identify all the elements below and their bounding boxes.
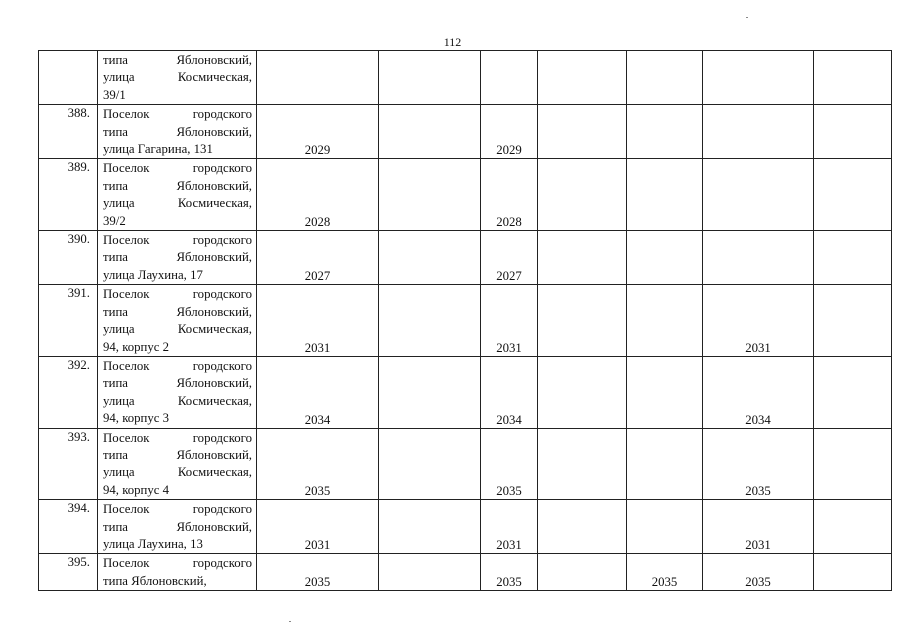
year-cell <box>703 231 814 285</box>
address-line: Поселок городского <box>103 107 252 122</box>
year-cell <box>814 428 892 500</box>
year-cell: 2029 <box>481 105 538 159</box>
row-number <box>39 51 98 105</box>
address-line: улица Гагарина, 131 <box>103 142 213 157</box>
address-cell <box>98 554 257 591</box>
year-cell: 2031 <box>703 285 814 357</box>
year-cell <box>627 231 703 285</box>
year-cell <box>379 500 481 554</box>
year-cell <box>538 500 627 554</box>
year-cell <box>379 159 481 231</box>
year-cell: 2035 <box>257 554 379 591</box>
address-line: Поселок городского <box>103 233 252 248</box>
row-number: 390. <box>39 231 98 285</box>
year-cell <box>814 356 892 428</box>
address-line: Поселок городского <box>103 502 252 517</box>
address-cell <box>98 500 257 554</box>
year-cell: 2027 <box>481 231 538 285</box>
year-cell <box>481 51 538 105</box>
table-row <box>39 159 892 231</box>
address-cell <box>98 231 257 285</box>
year-cell: 2031 <box>481 500 538 554</box>
year-cell: 2028 <box>257 159 379 231</box>
year-cell <box>627 285 703 357</box>
address-line: улица Космическая, <box>103 196 252 211</box>
table-row <box>39 356 892 428</box>
year-cell: 2035 <box>481 428 538 500</box>
year-cell: 2035 <box>257 428 379 500</box>
year-cell <box>627 51 703 105</box>
row-number: 394. <box>39 500 98 554</box>
table-row <box>39 428 892 500</box>
year-cell: 2034 <box>257 356 379 428</box>
table-row <box>39 105 892 159</box>
year-cell <box>703 51 814 105</box>
address-line: улица Космическая, <box>103 322 252 337</box>
year-cell <box>814 231 892 285</box>
address-cell <box>98 356 257 428</box>
year-cell <box>538 285 627 357</box>
address-line: типа Яблоновский, <box>103 376 252 391</box>
address-cell <box>98 428 257 500</box>
address-line: улица Лаухина, 17 <box>103 267 203 282</box>
address-cell <box>98 51 257 105</box>
year-cell <box>538 51 627 105</box>
address-line: типа Яблоновский, <box>103 519 252 534</box>
year-cell <box>379 554 481 591</box>
year-cell <box>538 105 627 159</box>
year-cell <box>538 356 627 428</box>
row-number: 391. <box>39 285 98 357</box>
row-number: 393. <box>39 428 98 500</box>
year-cell: 2031 <box>703 500 814 554</box>
address-line: улица Космическая, <box>103 70 252 85</box>
year-cell: 2031 <box>257 285 379 357</box>
address-cell <box>98 105 257 159</box>
address-line: типа Яблоновский, <box>103 573 207 588</box>
year-cell <box>627 356 703 428</box>
year-cell <box>814 554 892 591</box>
scan-speck <box>746 17 748 18</box>
scan-speck <box>289 621 291 622</box>
year-cell: 2029 <box>257 105 379 159</box>
address-line: 94, корпус 4 <box>103 482 170 497</box>
address-line: 94, корпус 3 <box>103 411 170 426</box>
year-cell: 2027 <box>257 231 379 285</box>
year-cell: 2035 <box>703 428 814 500</box>
address-line: Поселок городского <box>103 430 252 445</box>
address-line: 39/1 <box>103 87 126 102</box>
address-line: типа Яблоновский, <box>103 304 252 319</box>
address-cell <box>98 159 257 231</box>
address-schedule-table <box>38 50 892 591</box>
year-cell <box>538 159 627 231</box>
table-row <box>39 500 892 554</box>
year-cell <box>379 428 481 500</box>
table-row <box>39 231 892 285</box>
address-line: 39/2 <box>103 213 126 228</box>
year-cell <box>814 105 892 159</box>
row-number: 395. <box>39 554 98 591</box>
year-cell: 2034 <box>481 356 538 428</box>
address-line: 94, корпус 2 <box>103 339 170 354</box>
address-line: Поселок городского <box>103 161 252 176</box>
address-line: улица Космическая, <box>103 393 252 408</box>
year-cell <box>814 51 892 105</box>
year-cell <box>538 231 627 285</box>
address-line: Поселок городского <box>103 358 252 373</box>
year-cell <box>379 51 481 105</box>
address-line: типа Яблоновский, <box>103 124 252 139</box>
year-cell <box>379 231 481 285</box>
year-cell <box>627 159 703 231</box>
row-number: 389. <box>39 159 98 231</box>
address-line: типа Яблоновский, <box>103 178 252 193</box>
year-cell <box>538 428 627 500</box>
year-cell <box>814 500 892 554</box>
year-cell <box>538 554 627 591</box>
address-line: Поселок городского <box>103 556 252 571</box>
year-cell <box>703 159 814 231</box>
address-line: типа Яблоновский, <box>103 447 252 462</box>
year-cell <box>379 285 481 357</box>
year-cell <box>627 428 703 500</box>
year-cell <box>257 51 379 105</box>
year-cell <box>379 105 481 159</box>
address-line: типа Яблоновский, <box>103 53 252 67</box>
year-cell: 2031 <box>257 500 379 554</box>
year-cell <box>814 159 892 231</box>
year-cell: 2035 <box>627 554 703 591</box>
year-cell: 2034 <box>703 356 814 428</box>
table-row <box>39 554 892 591</box>
year-cell: 2031 <box>481 285 538 357</box>
table-row <box>39 285 892 357</box>
year-cell <box>814 285 892 357</box>
address-line: улица Космическая, <box>103 465 252 480</box>
year-cell <box>379 356 481 428</box>
address-cell <box>98 285 257 357</box>
row-number: 392. <box>39 356 98 428</box>
page-number: 112 <box>443 35 462 49</box>
year-cell: 2035 <box>703 554 814 591</box>
year-cell: 2028 <box>481 159 538 231</box>
year-cell <box>703 105 814 159</box>
table-row <box>39 51 892 105</box>
address-line: улица Лаухина, 13 <box>103 536 203 551</box>
year-cell <box>627 500 703 554</box>
row-number: 388. <box>39 105 98 159</box>
address-line: типа Яблоновский, <box>103 250 252 265</box>
address-line: Поселок городского <box>103 287 252 302</box>
year-cell <box>627 105 703 159</box>
year-cell: 2035 <box>481 554 538 591</box>
